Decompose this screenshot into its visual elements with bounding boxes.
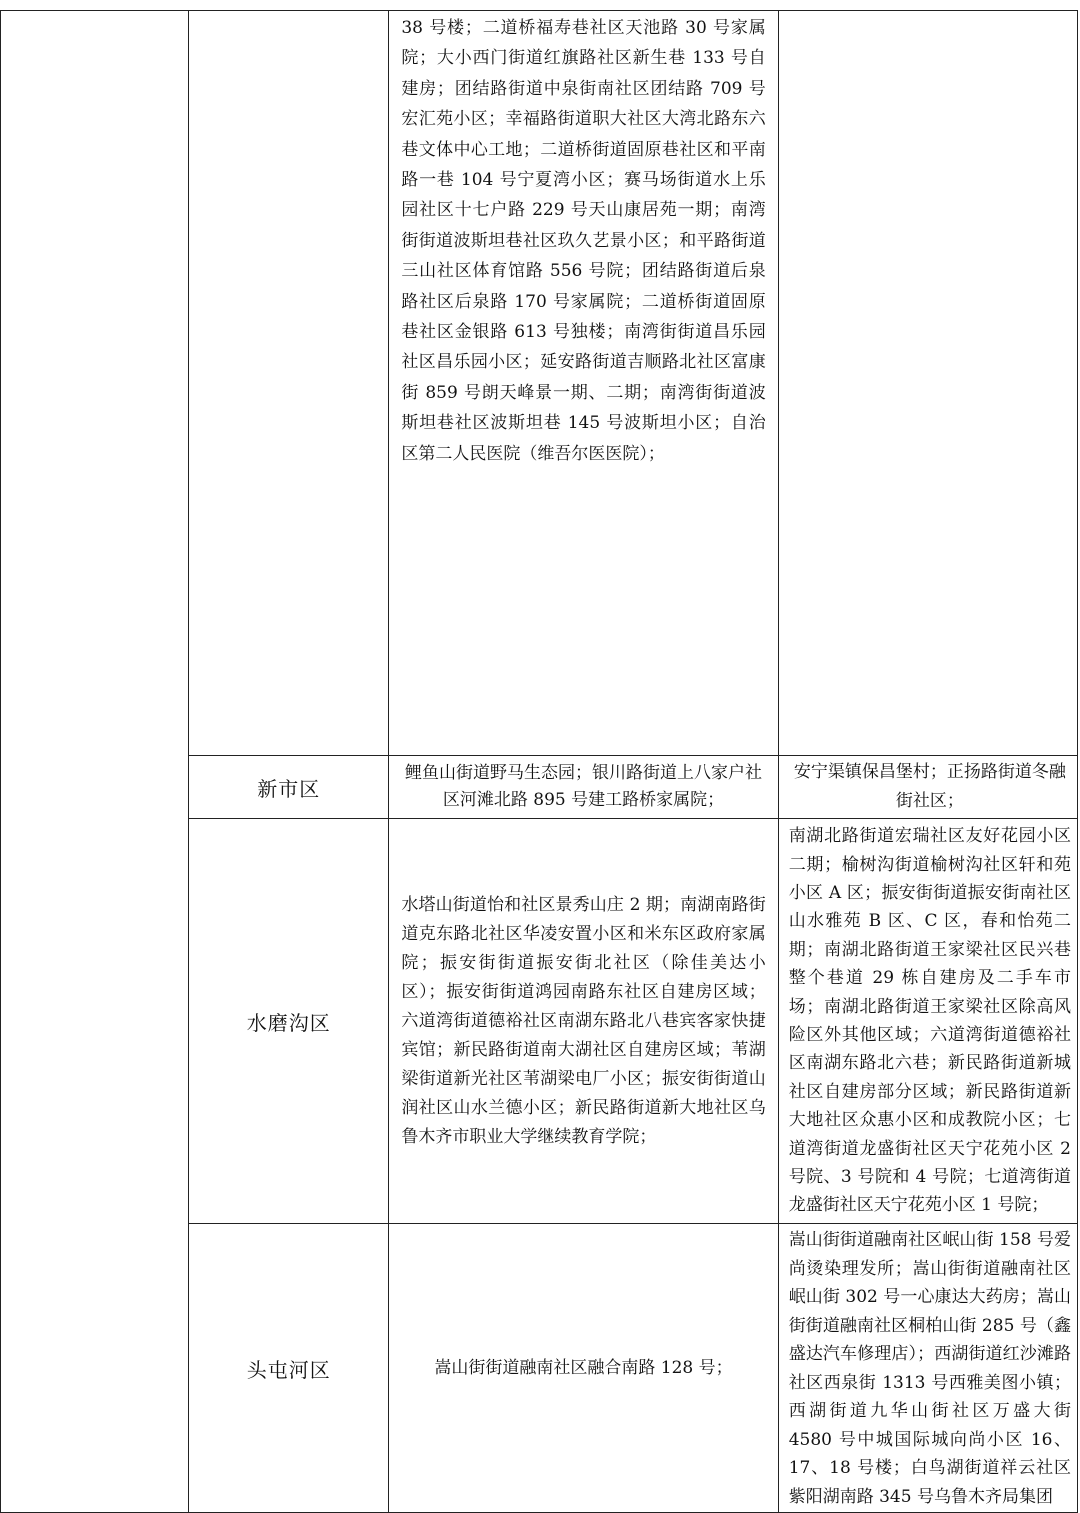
district-cell <box>189 11 389 756</box>
high-risk-area-cell: 嵩山街街道融南社区融合南路 128 号； <box>389 1224 778 1513</box>
high-risk-area-cell: 鲤鱼山街道野马生态园；银川路街道上八家户社区河滩北路 895 号建工路桥家属院； <box>389 756 778 819</box>
medium-risk-area-cell: 南湖北路街道宏瑞社区友好花园小区二期；榆树沟街道榆树沟社区轩和苑小区 A 区；振安街街道振安街南社区山水雅苑 B 区、C 区，春和怡苑二期；南湖北路街道王家梁社区民兴巷整个巷道 29 栋自建房及二手车市场；南湖北路街道王家梁社区除高风险区外其他区域；六道湾街道德裕社区南湖东路北六巷；新民路街道新城社区自建房部分区域；新民路街道新大地社区众惠小区和成教院小区；七道湾街道龙盛街社区天宁花苑小区 2 号院、3 号院和 4 号院；七道湾街道龙盛街社区天宁花苑小区 1 号院； <box>778 819 1077 1224</box>
high-risk-area-cell: 38 号楼；二道桥福寿巷社区天池路 30 号家属院；大小西门街道红旗路社区新生巷 133 号自建房；团结路街道中泉街南社区团结路 709 号宏汇苑小区；幸福路街道职大社区大湾北路东六巷文体中心工地；二道桥街道固原巷社区和平南路一巷 104 号宁夏湾小区；赛马场街道水上乐园社区十七户路 229 号天山康居苑一期；南湾街街道波斯坦巷社区玖久艺景小区；和平路街道三山社区体育馆路 556 号院；团结路街道后泉路社区后泉路 170 号家属院；二道桥街道固原巷社区金银路 613 号独楼；南湾街街道昌乐园社区昌乐园小区；延安路街道吉顺路北社区富康街 859 号朗天峰景一期、二期；南湾街街道波斯坦巷社区波斯坦巷 145 号波斯坦小区；自治区第二人民医院（维吾尔医医院）； <box>389 11 778 756</box>
epidemic-area-table <box>0 10 1078 1513</box>
medium-risk-area-cell: 安宁渠镇保昌堡村；正扬路街道冬融街社区； <box>778 756 1077 819</box>
high-risk-area-cell: 水塔山街道怡和社区景秀山庄 2 期；南湖南路街道克东路北社区华凌安置小区和米东区政府家属院；振安街街道振安街北社区（除佳美达小区）；振安街街道鸿园南路东社区自建房区域；六道湾街道德裕社区南湖东路北八巷宾客家快捷宾馆；新民路街道南大湖社区自建房区域；苇湖梁街道新光社区苇湖梁电厂小区；振安街街道山润社区山水兰德小区；新民路街道新大地社区乌鲁木齐市职业大学继续教育学院； <box>389 819 778 1224</box>
district-cell: 新市区 <box>189 756 389 819</box>
medium-risk-area-cell: 嵩山街街道融南社区岷山街 158 号爱尚烫染理发所；嵩山街街道融南社区岷山街 302 号一心康达大药房；嵩山街街道融南社区桐柏山街 285 号（鑫盛达汽车修理店）；西湖街道红沙滩路社区西泉街 1313 号西雅美图小镇；西湖街道九华山街社区万盛大街 4580 号中城国际城向尚小区 16、17、18 号楼；白鸟湖街道祥云社区紫阳湖南路 345 号乌鲁木齐局集团 <box>778 1224 1077 1513</box>
merged-left-cell <box>1 11 189 1513</box>
medium-risk-area-cell <box>778 11 1077 756</box>
table-row <box>1 11 1078 756</box>
district-cell: 头屯河区 <box>189 1224 389 1513</box>
district-cell: 水磨沟区 <box>189 819 389 1224</box>
